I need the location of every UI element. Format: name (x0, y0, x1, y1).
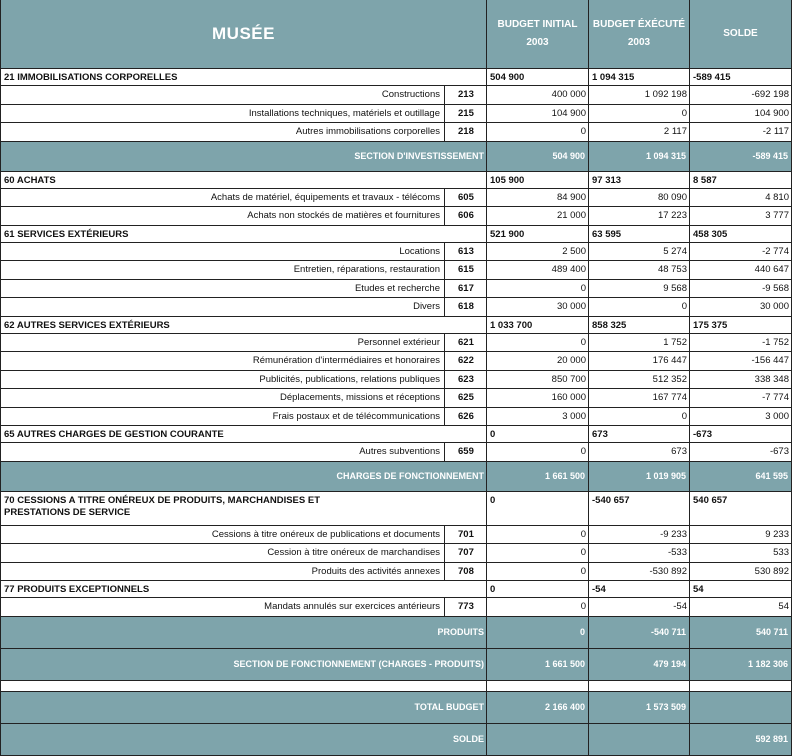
solde-value: 9 233 (690, 526, 792, 545)
budget-execute-value: 1 752 (589, 334, 690, 353)
table-row (0, 352, 792, 371)
budget-execute-value: 5 274 (589, 243, 690, 262)
row-label: Achats de matériel, équipements et travaux - télécoms (0, 189, 445, 208)
table-row (0, 243, 792, 262)
table-header (0, 0, 792, 69)
row-label: Etudes et recherche (0, 280, 445, 299)
section-solde: -589 415 (690, 69, 792, 86)
section-budget-execute: -54 (589, 581, 690, 598)
spacer-cell (487, 681, 589, 692)
solde-value: 533 (690, 544, 792, 563)
row-label: Rémunération d'intermédiaires et honoraires (0, 352, 445, 371)
final-solde-row (0, 724, 792, 756)
subtotal-budget-execute: 1 094 315 (589, 142, 690, 172)
solde-value: 54 (690, 598, 792, 617)
budget-initial-value: 850 700 (487, 371, 589, 390)
section-label: 60 ACHATS (0, 172, 487, 189)
budget-execute-value: -9 233 (589, 526, 690, 545)
solde-value: 4 810 (690, 189, 792, 208)
row-label: Locations (0, 243, 445, 262)
account-code: 605 (445, 189, 487, 208)
section-label: 61 SERVICES EXTÉRIEURS (0, 226, 487, 243)
row-label: Frais postaux et de télécommunications (0, 408, 445, 427)
account-code: 621 (445, 334, 487, 353)
section-budget-initial: 0 (487, 426, 589, 443)
subtotal-label: TOTAL BUDGET (0, 692, 487, 724)
solde-value: -7 774 (690, 389, 792, 408)
section-row (0, 226, 792, 243)
subtotal-solde: 1 182 306 (690, 649, 792, 681)
row-label: Autres subventions (0, 443, 445, 462)
budget-initial-value: 20 000 (487, 352, 589, 371)
account-code: 622 (445, 352, 487, 371)
subtotal-solde: 540 711 (690, 617, 792, 649)
subtotal-budget-initial: 1 661 500 (487, 462, 589, 492)
account-code: 659 (445, 443, 487, 462)
row-label: Divers (0, 298, 445, 317)
section-budget-initial: 1 033 700 (487, 317, 589, 334)
solde-value: 338 348 (690, 371, 792, 390)
budget-initial-value: 84 900 (487, 189, 589, 208)
budget-initial-value: 0 (487, 123, 589, 142)
solde-value: -9 568 (690, 280, 792, 299)
row-label: Publicités, publications, relations publiques (0, 371, 445, 390)
account-code: 615 (445, 261, 487, 280)
row-label: Produits des activités annexes (0, 563, 445, 582)
empty-cell (487, 724, 589, 756)
solde-value: 30 000 (690, 298, 792, 317)
budget-execute-value: 0 (589, 298, 690, 317)
account-code: 707 (445, 544, 487, 563)
museum-title: MUSÉE (0, 0, 487, 69)
solde-value: 3 777 (690, 207, 792, 226)
row-label: Entretien, réparations, restauration (0, 261, 445, 280)
section-solde: 54 (690, 581, 792, 598)
budget-execute-value: 1 092 198 (589, 86, 690, 105)
section-label: 65 AUTRES CHARGES DE GESTION COURANTE (0, 426, 487, 443)
section-solde: 8 587 (690, 172, 792, 189)
table-row (0, 526, 792, 545)
section-budget-initial: 0 (487, 581, 589, 598)
account-code: 701 (445, 526, 487, 545)
subtotal-budget-initial: 2 166 400 (487, 692, 589, 724)
solde-value: -1 752 (690, 334, 792, 353)
section-budget-execute: 97 313 (589, 172, 690, 189)
budget-execute-value: 48 753 (589, 261, 690, 280)
solde-value: -156 447 (690, 352, 792, 371)
solde-value: 530 892 (690, 563, 792, 582)
account-code: 708 (445, 563, 487, 582)
budget-execute-value: 176 447 (589, 352, 690, 371)
table-row (0, 189, 792, 208)
account-code: 773 (445, 598, 487, 617)
row-label: Mandats annulés sur exercices antérieurs (0, 598, 445, 617)
section-budget-execute: 1 094 315 (589, 69, 690, 86)
budget-initial-value: 489 400 (487, 261, 589, 280)
table-row (0, 123, 792, 142)
section-row (0, 581, 792, 598)
subtotal-row (0, 649, 792, 681)
subtotal-solde: -589 415 (690, 142, 792, 172)
col-header-budget-execute: BUDGET ÉXÉCUTÉ 2003 (589, 0, 690, 69)
subtotal-label: SECTION DE FONCTIONNEMENT (CHARGES - PRODUITS) (0, 649, 487, 681)
subtotal-label: PRODUITS (0, 617, 487, 649)
budget-initial-value: 400 000 (487, 86, 589, 105)
table-row (0, 443, 792, 462)
subtotal-row (0, 692, 792, 724)
table-row (0, 334, 792, 353)
account-code: 617 (445, 280, 487, 299)
table-row (0, 563, 792, 582)
table-row (0, 408, 792, 427)
subtotal-solde (690, 692, 792, 724)
col-header-solde: SOLDE (690, 0, 792, 69)
subtotal-solde: 641 595 (690, 462, 792, 492)
section-budget-execute: 63 595 (589, 226, 690, 243)
solde-value: -673 (690, 443, 792, 462)
section-row (0, 492, 792, 526)
budget-execute-value: 512 352 (589, 371, 690, 390)
budget-execute-value: 17 223 (589, 207, 690, 226)
row-label: Constructions (0, 86, 445, 105)
table-row (0, 261, 792, 280)
row-label: Personnel extérieur (0, 334, 445, 353)
final-solde-value: 592 891 (690, 724, 792, 756)
subtotal-row (0, 617, 792, 649)
budget-initial-value: 0 (487, 544, 589, 563)
budget-initial-value: 0 (487, 443, 589, 462)
section-budget-initial: 504 900 (487, 69, 589, 86)
subtotal-budget-execute: -540 711 (589, 617, 690, 649)
solde-value: 440 647 (690, 261, 792, 280)
budget-execute-value: 2 117 (589, 123, 690, 142)
section-label: 62 AUTRES SERVICES EXTÉRIEURS (0, 317, 487, 334)
section-budget-initial: 0 (487, 492, 589, 526)
section-row (0, 172, 792, 189)
table-row (0, 86, 792, 105)
spacer-row (0, 681, 792, 692)
col-header-budget-initial: BUDGET INITIAL 2003 (487, 0, 589, 69)
section-row (0, 69, 792, 86)
subtotal-label: CHARGES DE FONCTIONNEMENT (0, 462, 487, 492)
subtotal-budget-initial: 504 900 (487, 142, 589, 172)
empty-cell (589, 724, 690, 756)
table-row (0, 544, 792, 563)
account-code: 213 (445, 86, 487, 105)
row-label: Cession à titre onéreux de marchandises (0, 544, 445, 563)
section-budget-initial: 521 900 (487, 226, 589, 243)
account-code: 625 (445, 389, 487, 408)
section-budget-execute: 858 325 (589, 317, 690, 334)
account-code: 613 (445, 243, 487, 262)
budget-initial-value: 21 000 (487, 207, 589, 226)
budget-initial-value: 160 000 (487, 389, 589, 408)
account-code: 606 (445, 207, 487, 226)
budget-execute-value: -530 892 (589, 563, 690, 582)
section-solde: 458 305 (690, 226, 792, 243)
budget-execute-value: 9 568 (589, 280, 690, 299)
budget-initial-value: 0 (487, 563, 589, 582)
budget-initial-value: 0 (487, 526, 589, 545)
solde-value: -2 774 (690, 243, 792, 262)
section-solde: -673 (690, 426, 792, 443)
subtotal-budget-initial: 1 661 500 (487, 649, 589, 681)
table-row (0, 105, 792, 124)
spacer-cell (690, 681, 792, 692)
subtotal-budget-execute: 1 019 905 (589, 462, 690, 492)
subtotal-label: SECTION D'INVESTISSEMENT (0, 142, 487, 172)
row-label: Cessions à titre onéreux de publications et documents (0, 526, 445, 545)
budget-execute-value: 0 (589, 408, 690, 427)
section-row (0, 426, 792, 443)
budget-execute-value: -54 (589, 598, 690, 617)
budget-execute-value: 0 (589, 105, 690, 124)
subtotal-row (0, 462, 792, 492)
table-row (0, 598, 792, 617)
table-row (0, 298, 792, 317)
budget-initial-value: 0 (487, 280, 589, 299)
budget-execute-value: 167 774 (589, 389, 690, 408)
section-solde: 175 375 (690, 317, 792, 334)
section-solde: 540 657 (690, 492, 792, 526)
budget-execute-value: 673 (589, 443, 690, 462)
spacer-cell (0, 681, 487, 692)
budget-initial-value: 30 000 (487, 298, 589, 317)
budget-execute-value: -533 (589, 544, 690, 563)
account-code: 218 (445, 123, 487, 142)
solde-value: 104 900 (690, 105, 792, 124)
solde-value: -2 117 (690, 123, 792, 142)
section-budget-execute: 673 (589, 426, 690, 443)
row-label: Achats non stockés de matières et fournitures (0, 207, 445, 226)
section-row (0, 317, 792, 334)
solde-value: 3 000 (690, 408, 792, 427)
section-budget-initial: 105 900 (487, 172, 589, 189)
section-label: 21 IMMOBILISATIONS CORPORELLES (0, 69, 487, 86)
row-label: Installations techniques, matériels et outillage (0, 105, 445, 124)
final-solde-label: SOLDE (0, 724, 487, 756)
subtotal-row (0, 142, 792, 172)
solde-value: -692 198 (690, 86, 792, 105)
spacer-cell (589, 681, 690, 692)
table-row (0, 207, 792, 226)
budget-execute-value: 80 090 (589, 189, 690, 208)
section-budget-execute: -540 657 (589, 492, 690, 526)
account-code: 623 (445, 371, 487, 390)
budget-initial-value: 104 900 (487, 105, 589, 124)
subtotal-budget-initial: 0 (487, 617, 589, 649)
table-row (0, 389, 792, 408)
budget-initial-value: 2 500 (487, 243, 589, 262)
account-code: 626 (445, 408, 487, 427)
row-label: Déplacements, missions et réceptions (0, 389, 445, 408)
account-code: 618 (445, 298, 487, 317)
section-label: 70 CESSIONS A TITRE ONÉREUX DE PRODUITS, MARCHANDISES ET PRESTATIONS DE SERVICE (0, 492, 487, 526)
table-row (0, 280, 792, 299)
budget-initial-value: 0 (487, 334, 589, 353)
table-row (0, 371, 792, 390)
account-code: 215 (445, 105, 487, 124)
budget-initial-value: 0 (487, 598, 589, 617)
row-label: Autres immobilisations corporelles (0, 123, 445, 142)
subtotal-budget-execute: 1 573 509 (589, 692, 690, 724)
subtotal-budget-execute: 479 194 (589, 649, 690, 681)
section-label: 77 PRODUITS EXCEPTIONNELS (0, 581, 487, 598)
budget-initial-value: 3 000 (487, 408, 589, 427)
